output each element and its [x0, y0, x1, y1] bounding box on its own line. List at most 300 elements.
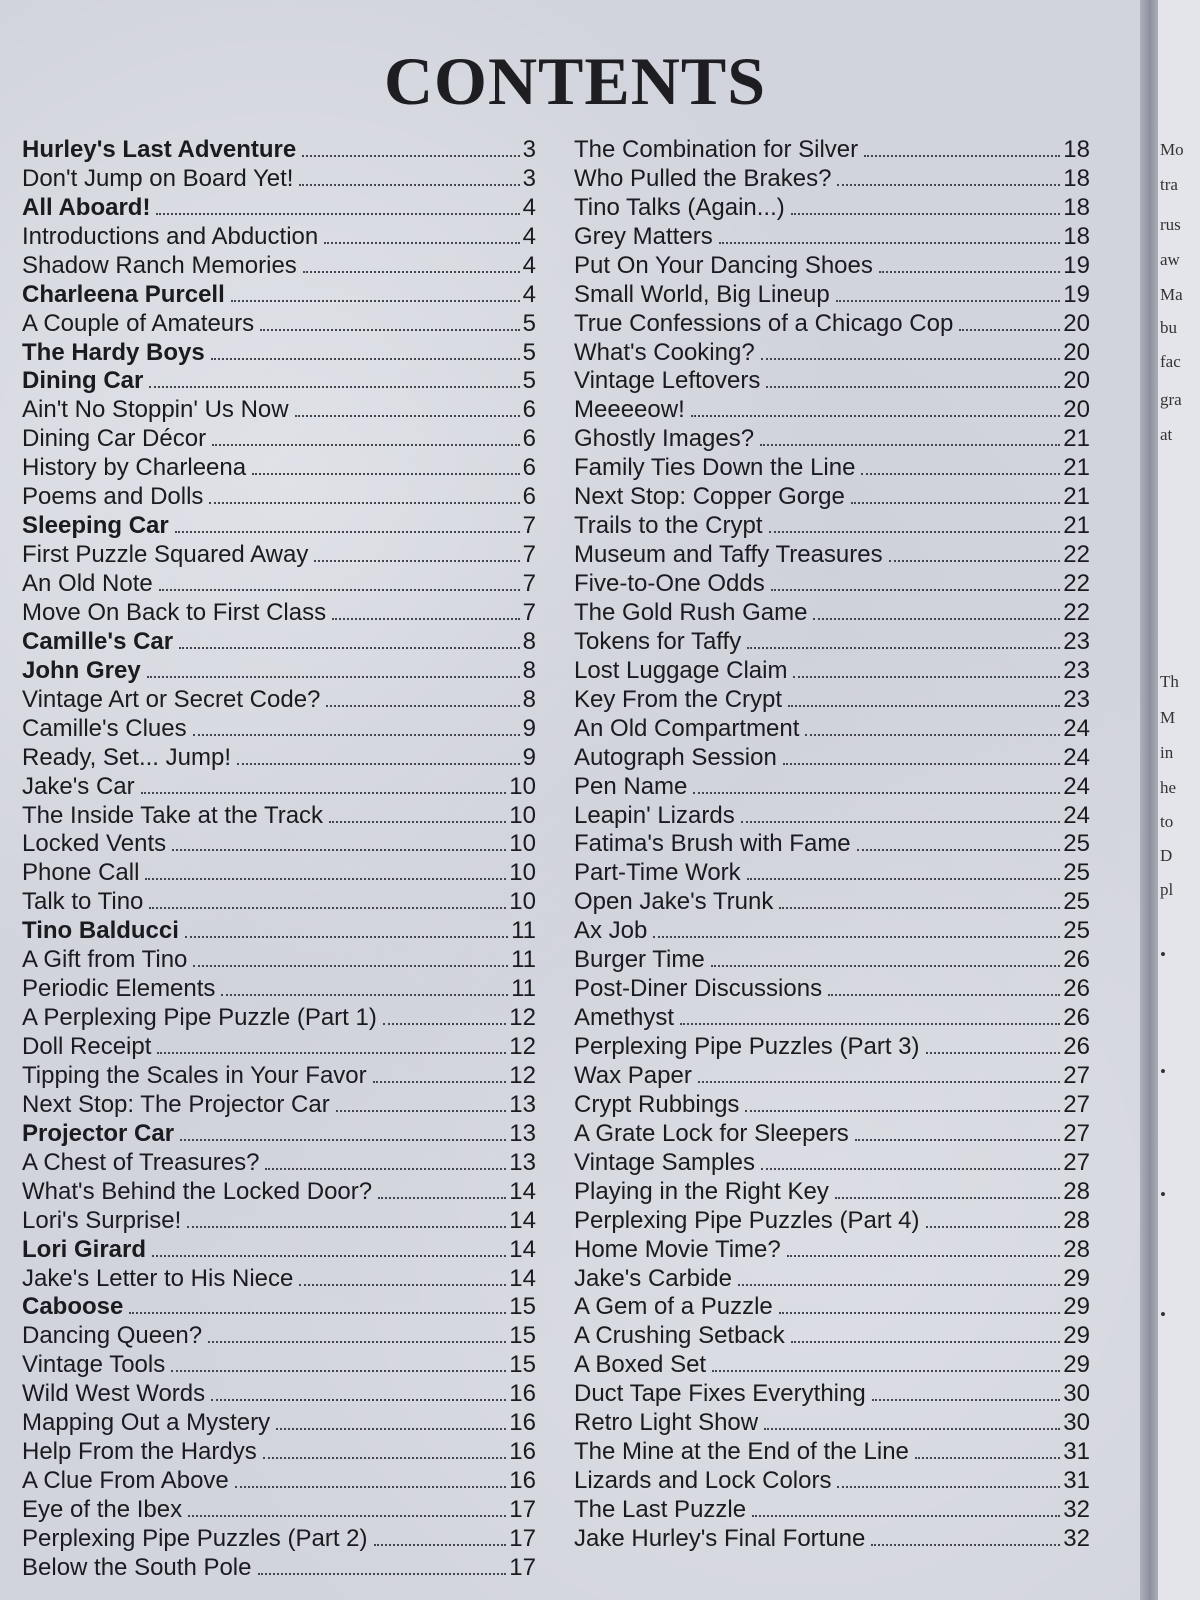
- adjacent-page-text-fragment: tra: [1160, 175, 1178, 194]
- toc-entry-title: Put On Your Dancing Shoes: [574, 251, 873, 279]
- toc-entry-title: Camille's Clues: [22, 714, 187, 742]
- dot-leader: [741, 821, 1061, 823]
- toc-entry-title: Dancing Queen?: [22, 1322, 203, 1350]
- adjacent-page-edge: [1158, 0, 1200, 1600]
- dot-leader: [171, 1370, 506, 1372]
- dot-leader: [211, 358, 520, 360]
- toc-entry-page-number: 6: [522, 425, 536, 453]
- toc-entry-page-number: 16: [509, 1467, 536, 1495]
- toc-entry-title: Next Stop: The Projector Car: [22, 1090, 330, 1118]
- dot-leader: [835, 1197, 1060, 1199]
- toc-entry: [574, 772, 1090, 801]
- toc-entry-title: Shadow Ranch Memories: [22, 251, 297, 279]
- toc-entry-page-number: 9: [522, 714, 536, 742]
- toc-entry: [574, 1003, 1090, 1032]
- toc-entry: [574, 1321, 1090, 1350]
- toc-entry: [574, 482, 1090, 511]
- dot-leader: [761, 1168, 1060, 1170]
- toc-entry-title: An Old Compartment: [574, 714, 800, 742]
- toc-entry-title: Projector Car: [22, 1119, 175, 1147]
- dot-leader: [265, 1168, 506, 1170]
- toc-entry-page-number: 4: [522, 222, 536, 250]
- toc-entry: [22, 1321, 536, 1350]
- toc-entry-page-number: 4: [522, 280, 536, 308]
- toc-entry-page-number: 6: [522, 454, 536, 482]
- toc-entry: [22, 569, 536, 598]
- toc-entry-title: Jake's Letter to His Niece: [22, 1264, 294, 1292]
- dot-leader: [837, 1486, 1060, 1488]
- toc-entry-title: Jake's Car: [22, 772, 135, 800]
- toc-entry-title: Who Pulled the Brakes?: [574, 164, 832, 192]
- dot-leader: [374, 1544, 507, 1546]
- dot-leader: [235, 1486, 507, 1488]
- toc-entry: [22, 772, 536, 801]
- toc-entry-title: A Boxed Set: [574, 1351, 707, 1379]
- toc-entry: [574, 945, 1090, 974]
- toc-entry-page-number: 21: [1063, 512, 1090, 540]
- toc-entry-title: Perplexing Pipe Puzzles (Part 4): [574, 1206, 920, 1234]
- toc-entry-title: Ghostly Images?: [574, 425, 755, 453]
- toc-entry-page-number: 17: [509, 1496, 536, 1523]
- toc-entry-page-number: 21: [1063, 483, 1090, 511]
- toc-entry: [574, 1437, 1090, 1466]
- toc-entry-title: Hurley's Last Adventure: [22, 135, 297, 163]
- adjacent-page-text-fragment: •: [1160, 1062, 1166, 1081]
- dot-leader: [211, 1399, 506, 1401]
- toc-entry: [574, 1408, 1090, 1437]
- toc-entry: [574, 280, 1090, 309]
- toc-entry-page-number: 25: [1063, 888, 1090, 916]
- adjacent-page-text-fragment: fac: [1160, 352, 1181, 371]
- toc-entry-page-number: 20: [1063, 309, 1090, 337]
- toc-entry-title: Tino Talks (Again...): [574, 193, 785, 221]
- toc-entry-page-number: 23: [1063, 627, 1090, 655]
- dot-leader: [263, 1457, 507, 1459]
- toc-entry-title: Five-to-One Odds: [574, 570, 765, 597]
- toc-entry: [22, 1148, 536, 1177]
- toc-entry: [574, 424, 1090, 453]
- dot-leader: [157, 1052, 506, 1054]
- toc-entry-title: Jake's Carbide: [574, 1264, 732, 1292]
- toc-entry-title: Jake Hurley's Final Fortune: [574, 1524, 866, 1552]
- toc-entry: [574, 830, 1090, 859]
- dot-leader: [872, 1399, 1061, 1401]
- toc-entry: [22, 830, 536, 859]
- dot-leader: [805, 734, 1060, 736]
- toc-entry: [574, 887, 1090, 916]
- toc-entry-title: Help From the Hardys: [22, 1438, 257, 1466]
- toc-entry: [574, 1235, 1090, 1264]
- toc-entry: [574, 916, 1090, 945]
- toc-entry-title: Eye of the Ibex: [22, 1496, 183, 1523]
- dot-leader: [766, 386, 1060, 388]
- toc-entry: [22, 453, 536, 482]
- toc-entry: [22, 1553, 536, 1582]
- dot-leader: [793, 676, 1060, 678]
- toc-entry: [22, 395, 536, 424]
- toc-entry-page-number: 8: [522, 685, 536, 713]
- toc-entry: [574, 511, 1090, 540]
- toc-entry: [22, 1350, 536, 1379]
- dot-leader: [152, 1255, 506, 1257]
- toc-entry-title: Crypt Rubbings: [574, 1090, 740, 1118]
- dot-leader: [324, 242, 519, 244]
- toc-entry-title: Mapping Out a Mystery: [22, 1409, 271, 1437]
- toc-entry-page-number: 15: [509, 1293, 536, 1321]
- dot-leader: [857, 849, 1061, 851]
- toc-entry: [574, 1177, 1090, 1206]
- toc-entry-page-number: 13: [509, 1119, 536, 1147]
- dot-leader: [761, 358, 1061, 360]
- toc-entry-page-number: 7: [522, 512, 536, 540]
- toc-entry-title: What's Cooking?: [574, 338, 755, 366]
- toc-entry-title: Wild West Words: [22, 1380, 206, 1408]
- dot-leader: [771, 589, 1061, 591]
- dot-leader: [791, 213, 1061, 215]
- toc-entry-page-number: 18: [1063, 164, 1090, 192]
- toc-entry-page-number: 26: [1063, 975, 1090, 1003]
- toc-entry-page-number: 20: [1063, 338, 1090, 366]
- toc-entry-page-number: 9: [522, 743, 536, 771]
- toc-entry-title: Move On Back to First Class: [22, 598, 327, 626]
- toc-entry-page-number: 23: [1063, 656, 1090, 684]
- toc-entry-page-number: 13: [509, 1148, 536, 1176]
- toc-entry-page-number: 26: [1063, 1033, 1090, 1060]
- toc-entry: [574, 627, 1090, 656]
- toc-entry-title: Camille's Car: [22, 627, 174, 655]
- dot-leader: [864, 155, 1060, 157]
- toc-entry-title: Post-Diner Discussions: [574, 975, 823, 1003]
- toc-entry-page-number: 18: [1063, 222, 1090, 250]
- toc-entry: [574, 974, 1090, 1003]
- toc-entry: [574, 309, 1090, 338]
- toc-entry-title: True Confessions of a Chicago Cop: [574, 309, 954, 337]
- toc-entry: [22, 627, 536, 656]
- toc-entry-title: Tokens for Taffy: [574, 627, 742, 655]
- dot-leader: [745, 1110, 1060, 1112]
- toc-entry: [22, 945, 536, 974]
- toc-entry: [22, 598, 536, 627]
- dot-leader: [383, 1023, 506, 1025]
- toc-entry-page-number: 10: [509, 801, 536, 829]
- toc-entry: [574, 1032, 1090, 1061]
- toc-entry-page-number: 22: [1063, 541, 1090, 569]
- dot-leader: [712, 1370, 1060, 1372]
- toc-entry: [22, 135, 536, 164]
- dot-leader: [336, 1110, 507, 1112]
- dot-leader: [764, 1428, 1060, 1430]
- toc-entry-title: Dining Car: [22, 367, 144, 395]
- toc-entry: [22, 1437, 536, 1466]
- toc-right-column: [574, 135, 1090, 1595]
- toc-entry: [22, 656, 536, 685]
- dot-leader: [719, 242, 1061, 244]
- toc-entry: [22, 164, 536, 193]
- toc-entry-title: Introductions and Abduction: [22, 222, 319, 250]
- dot-leader: [791, 1341, 1061, 1343]
- toc-entry-title: A Perplexing Pipe Puzzle (Part 1): [22, 1004, 377, 1032]
- toc-entry-title: The Last Puzzle: [574, 1496, 747, 1523]
- toc-entry-title: Leapin' Lizards: [574, 801, 735, 829]
- adjacent-page-text-fragment: Th: [1160, 672, 1179, 691]
- toc-left-column: [22, 135, 536, 1595]
- toc-entry-page-number: 12: [509, 1033, 536, 1060]
- toc-entry: [574, 164, 1090, 193]
- toc-entry-page-number: 32: [1063, 1524, 1090, 1552]
- toc-entry: [574, 251, 1090, 280]
- dot-leader: [193, 965, 508, 967]
- toc-entry-title: The Gold Rush Game: [574, 598, 808, 626]
- dot-leader: [179, 647, 520, 649]
- toc-entry-page-number: 24: [1063, 801, 1090, 829]
- toc-entry: [22, 1235, 536, 1264]
- toc-entry: [22, 511, 536, 540]
- toc-entry-title: Phone Call: [22, 859, 140, 887]
- dot-leader: [693, 792, 1060, 794]
- toc-entry-title: Fatima's Brush with Fame: [574, 830, 851, 858]
- toc-entry-page-number: 30: [1063, 1380, 1090, 1408]
- toc-entry-page-number: 13: [509, 1090, 536, 1118]
- toc-entry-page-number: 4: [522, 193, 536, 221]
- toc-entry-page-number: 16: [509, 1380, 536, 1408]
- toc-entry-title: Vintage Tools: [22, 1351, 166, 1379]
- toc-entry-page-number: 29: [1063, 1322, 1090, 1350]
- toc-entry-page-number: 26: [1063, 1004, 1090, 1032]
- dot-leader: [314, 560, 519, 562]
- toc-entry-title: Duct Tape Fixes Everything: [574, 1380, 866, 1408]
- toc-entry-title: Small World, Big Lineup: [574, 280, 830, 308]
- toc-entry-page-number: 11: [511, 917, 536, 945]
- toc-entry: [22, 1003, 536, 1032]
- toc-entry-page-number: 17: [509, 1553, 536, 1581]
- dot-leader: [889, 560, 1061, 562]
- toc-entry-page-number: 29: [1063, 1293, 1090, 1321]
- toc-entry-title: Below the South Pole: [22, 1553, 252, 1581]
- dot-leader: [871, 1544, 1060, 1546]
- toc-entry-page-number: 26: [1063, 946, 1090, 974]
- dot-leader: [260, 329, 520, 331]
- adjacent-page-text-fragment: at: [1160, 425, 1173, 444]
- toc-entry: [22, 1466, 536, 1495]
- dot-leader: [252, 473, 520, 475]
- toc-entry: [574, 367, 1090, 396]
- toc-entry: [574, 858, 1090, 887]
- toc-entry-title: An Old Note: [22, 570, 153, 597]
- toc-entry: [22, 1177, 536, 1206]
- toc-entry: [22, 1264, 536, 1293]
- toc-entry: [22, 685, 536, 714]
- toc-entry-page-number: 5: [522, 367, 536, 395]
- toc-entry-title: Ready, Set... Jump!: [22, 743, 231, 771]
- adjacent-page-text-fragment: •: [1160, 1305, 1166, 1324]
- adjacent-page-text-fragment: bu: [1160, 318, 1177, 337]
- toc-entry-page-number: 25: [1063, 830, 1090, 858]
- toc-entry-page-number: 6: [522, 483, 536, 511]
- dot-leader: [156, 213, 519, 215]
- adjacent-page-text-fragment: Mo: [1160, 140, 1184, 159]
- toc-entry-title: John Grey: [22, 656, 141, 684]
- toc-entry: [574, 1119, 1090, 1148]
- dot-leader: [141, 792, 507, 794]
- dot-leader: [332, 618, 520, 620]
- toc-entry: [574, 801, 1090, 830]
- toc-entry-page-number: 27: [1063, 1090, 1090, 1118]
- toc-entry-title: Grey Matters: [574, 222, 713, 250]
- dot-leader: [851, 502, 1060, 504]
- toc-entry-title: Sleeping Car: [22, 512, 169, 540]
- toc-entry-page-number: 8: [522, 627, 536, 655]
- toc-entry-page-number: 11: [511, 946, 536, 974]
- dot-leader: [329, 821, 506, 823]
- toc-entry: [22, 1206, 536, 1235]
- toc-entry-title: Lizards and Lock Colors: [574, 1467, 832, 1495]
- dot-leader: [760, 444, 1060, 446]
- toc-entry-page-number: 29: [1063, 1351, 1090, 1379]
- toc-entry-page-number: 12: [509, 1061, 536, 1089]
- toc-entry-title: Perplexing Pipe Puzzles (Part 2): [22, 1524, 368, 1552]
- toc-entry: [574, 1090, 1090, 1119]
- toc-entry: [574, 656, 1090, 685]
- toc-entry-page-number: 15: [509, 1322, 536, 1350]
- toc-entry-page-number: 5: [522, 309, 536, 337]
- toc-entry-title: Key From the Crypt: [574, 685, 783, 713]
- toc-entry: [22, 1293, 536, 1322]
- toc-entry-page-number: 6: [522, 396, 536, 424]
- toc-entry-page-number: 27: [1063, 1148, 1090, 1176]
- dot-leader: [221, 994, 508, 996]
- adjacent-page-text-fragment: gra: [1160, 390, 1182, 409]
- adjacent-page-text-fragment: rus: [1160, 215, 1181, 234]
- toc-entry: [574, 1524, 1090, 1553]
- toc-entry-page-number: 10: [509, 830, 536, 858]
- toc-entry: [574, 1206, 1090, 1235]
- toc-entry: [22, 424, 536, 453]
- toc-entry: [22, 916, 536, 945]
- toc-entry-page-number: 7: [522, 598, 536, 626]
- toc-entry-page-number: 19: [1063, 251, 1090, 279]
- dot-leader: [861, 473, 1060, 475]
- dot-leader: [276, 1428, 506, 1430]
- toc-entry: [574, 714, 1090, 743]
- toc-entry: [574, 1350, 1090, 1379]
- dot-leader: [698, 1081, 1060, 1083]
- toc-entry-title: Retro Light Show: [574, 1409, 759, 1437]
- toc-entry: [22, 540, 536, 569]
- toc-entry: [22, 1524, 536, 1553]
- page-title: CONTENTS: [383, 43, 767, 119]
- dot-leader: [711, 965, 1061, 967]
- toc-entry: [574, 1061, 1090, 1090]
- toc-entry-title: Caboose: [22, 1293, 124, 1321]
- toc-entry-page-number: 17: [509, 1524, 536, 1552]
- toc-entry-title: Vintage Leftovers: [574, 367, 761, 395]
- toc-entry: [22, 222, 536, 251]
- toc-entry-page-number: 29: [1063, 1264, 1090, 1292]
- toc-entry-title: Wax Paper: [574, 1061, 692, 1089]
- dot-leader: [828, 994, 1060, 996]
- dot-leader: [212, 444, 520, 446]
- dot-leader: [747, 878, 1061, 880]
- dot-leader: [837, 184, 1060, 186]
- dot-leader: [326, 705, 519, 707]
- toc-entry: [574, 1264, 1090, 1293]
- toc-entry: [22, 367, 536, 396]
- toc-entry: [574, 1495, 1090, 1524]
- dot-leader: [836, 300, 1061, 302]
- toc-entry-title: A Crushing Setback: [574, 1322, 785, 1350]
- toc-entry-title: Pen Name: [574, 772, 688, 800]
- toc-entry-title: A Chest of Treasures?: [22, 1148, 260, 1176]
- toc-entry-page-number: 8: [522, 656, 536, 684]
- toc-entry-page-number: 10: [509, 772, 536, 800]
- toc-entry-title: Dining Car Décor: [22, 425, 207, 453]
- toc-entry-page-number: 32: [1063, 1496, 1090, 1523]
- toc-entry-page-number: 31: [1063, 1467, 1090, 1495]
- dot-leader: [653, 936, 1060, 938]
- toc-entry-page-number: 27: [1063, 1119, 1090, 1147]
- toc-entry-title: A Gem of a Puzzle: [574, 1293, 773, 1321]
- toc-entry-page-number: 5: [522, 338, 536, 366]
- toc-entry: [574, 395, 1090, 424]
- toc-entry-title: Lori's Surprise!: [22, 1206, 182, 1234]
- toc-entry-page-number: 14: [509, 1206, 536, 1234]
- toc-entry: [22, 280, 536, 309]
- toc-entry-title: Autograph Session: [574, 743, 777, 771]
- dot-leader: [879, 271, 1060, 273]
- toc-entry-page-number: 18: [1063, 135, 1090, 163]
- toc-entry: [574, 338, 1090, 367]
- dot-leader: [180, 1139, 506, 1141]
- toc-entry-title: Next Stop: Copper Gorge: [574, 483, 845, 511]
- toc-entry-page-number: 25: [1063, 859, 1090, 887]
- toc-entry: [22, 338, 536, 367]
- toc-entry: [574, 1293, 1090, 1322]
- toc-entry-page-number: 11: [511, 975, 536, 1003]
- toc-entry-title: Meeeeow!: [574, 396, 685, 424]
- dot-leader: [258, 1573, 507, 1575]
- toc-entry-page-number: 4: [522, 251, 536, 279]
- toc-entry-page-number: 3: [522, 164, 536, 192]
- toc-entry: [22, 743, 536, 772]
- dot-leader: [788, 705, 1060, 707]
- dot-leader: [129, 1312, 506, 1314]
- toc-entry: [22, 1495, 536, 1524]
- toc-entry: [22, 1090, 536, 1119]
- toc-entry-title: Lost Luggage Claim: [574, 656, 788, 684]
- toc-entry: [574, 598, 1090, 627]
- adjacent-page-text-fragment: in: [1160, 743, 1174, 762]
- dot-leader: [779, 1312, 1061, 1314]
- dot-leader: [299, 184, 519, 186]
- toc-entry-page-number: 27: [1063, 1061, 1090, 1089]
- toc-entry-page-number: 22: [1063, 598, 1090, 626]
- toc-entry-title: Charleena Purcell: [22, 280, 225, 308]
- toc-entry-page-number: 30: [1063, 1409, 1090, 1437]
- toc-entry-page-number: 24: [1063, 714, 1090, 742]
- dot-leader: [147, 676, 520, 678]
- toc-entry: [22, 251, 536, 280]
- toc-entry: [22, 1408, 536, 1437]
- toc-entry-title: Perplexing Pipe Puzzles (Part 3): [574, 1033, 920, 1060]
- toc-entry: [574, 1148, 1090, 1177]
- toc-entry-title: Periodic Elements: [22, 975, 216, 1003]
- dot-leader: [295, 415, 520, 417]
- toc-entry-page-number: 10: [509, 888, 536, 916]
- toc-entry-title: Don't Jump on Board Yet!: [22, 164, 294, 192]
- dot-leader: [787, 1255, 1061, 1257]
- dot-leader: [193, 734, 520, 736]
- dot-leader: [302, 155, 519, 157]
